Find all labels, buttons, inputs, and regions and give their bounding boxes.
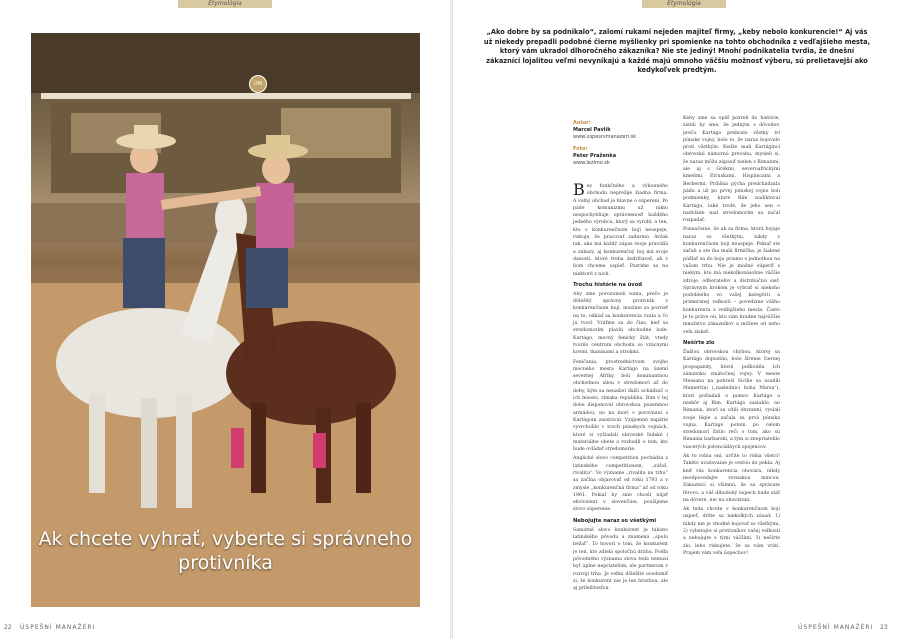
paragraph-8: Ak to robia oni, určite to robia všetci! Takéto uvažovanie je cestou do pekla. Aj keď vás konkurencia ohovára, nikdy neodpovedajte rovnakou mincou. Zákazníci si všimnú, že sa správate férovo, a váš dlhodobý úspech bude stáť na dôvere, nie na ohováraní. — [683, 454, 780, 503]
lead-paragraph: „Ako dobre by sa podnikalo“, zalomí rukami nejeden majiteľ firmy, „keby nebolo konkurencie!“ Aj vás už niekedy prepadli podobné čierne myšlienky pri spomienke na tohto obchodníka z vedľajšieho mesta, ktorý vám ukradol dlhoročného zákazníka? Nie ste jediný! Mnohí podnikatelia tvrdia, že dnešní zákazníci lojalitou veľmi nevynikajú a každé majú omnoho väčšiu možnosť výberu, sú prelietavejší ako kedykoľvek predtým. — [483, 28, 871, 75]
paragraph-4: Samotné slovo konkurent je takisto latinského pôvodu a znamená „spolu bežať“. To hovorí o tom, že konkurent je ten, kto zdieľa spoločnú dráhu. Podľa pôvodného významu slova teda nemusí byť úplne nepriateľom, ale partnerom v rozvoji trhu. Je veľmi dôležité uvedomiť si, že konkurent nie je len hrozbou, ale aj príležitosťou. — [573, 527, 668, 592]
photo-name: Peter Praženka — [573, 153, 617, 159]
photo-illustration — [31, 33, 420, 607]
author-name: Marcel Pavlík — [573, 127, 611, 133]
page-number-right: 23 — [880, 624, 888, 631]
heading-evil: Nešírte zlo — [683, 339, 715, 346]
paragraph-6: Ponaučenie, že ak sa firma, ktorá bojuje naraz so všetkými, nikdy v konkurenčnom boji neuspeje. Pokiaľ ste začali a ste iba malá firmička, je šialené púšťať sa do boja priamo s jednotkou na vašom trhu. Nie je možné súperiť s niekým, kto má niekoľkonásobne väčšie zdroje, odberateľov a distribučnú sieť. Správnym krokom je vybrať si niekoho podobného vo vašej kategórii a primeranej veľkosti – povedzme vášho konkurenta z vedľajšieho mesta. Často je to práve on, kto vám kradne najväčšie množstvo zákazníkov a môžete od neho veľa získať. — [683, 227, 780, 335]
section-tab-right: Etymológia — [642, 0, 726, 8]
right-page-content — [452, 0, 903, 639]
intro-paragraph: Bez funkčného a výkonného obchodu neprežije žiadna firma. A voľný obchod je hlavne o súperení. Po páde komunizmu už nikto nespochybňuje oprávnenosť každého jedného výrobcu, ktorý sa vyrobí, a ten, kto v konkurenčnom boji neuspeje, riskuje, že pracovať zadarmo. Avšak tak, ako má každý zápas svoje pravidlá a zákazy, aj konkurenčný boj má svoje danosti, ktoré treba dodržiavať, ak v ňom chceme uspieť. Pozrime sa na niektoré z nich. — [573, 180, 668, 277]
paragraph-1: Aby sme porozumeli tomu, prečo je dôležitý správny protivník v konkurenčnom boji, musíme sa pozrieť na to, odkiaľ sa konkurencia vzala a čo ju tvorí. Vráťme sa do čias, keď sa stredomorím plavili obchodné lode. Kartágo, mocný fenícky štát, vtedy tvorilo centrum obchodu so vzácnymi kovmi, tkaninami a otrokmi. — [573, 291, 668, 356]
author-web: www.uspesnimanazeri.sk — [573, 134, 636, 140]
photo-label: Foto: — [573, 146, 588, 152]
heading-history: Trochu histórie na úvod — [573, 281, 642, 288]
credits — [573, 120, 668, 167]
photo-web: www.lezimo.sk — [573, 160, 610, 166]
drop-cap: B — [573, 180, 585, 199]
article-title: Ak chcete vyhrať, vyberte si správneho protivníka — [38, 528, 413, 574]
paragraph-3: Anglické slovo competition pochádza z latinského competitionem, „súťaž, rivalita“. Vo význame „rivalita na trhu“ sa začína objavovať od roku 1793 a v zmysle „konkurenčná firma“ až od roku 1961. Pokiaľ by sme chceli nájsť ekvivalent v slovenčine, použijeme slovo súperenie. — [573, 456, 668, 513]
paragraph-2: Feničania, prostredníctvom svojho mocného mesta Kartágo na území severnej Afriky, boli dominantnou obchodnou silou v stredomorí až do doby, kým sa nenašiel ďalší uchádzač o ich miesto, rímska republika. Rim v tej dobe disponoval obrovskou pozemnou armádou, no na mori v porovnaní s Kartágom zaostával. Vzájomné napätie vyvrcholilo v troch púnskych vojnách, ktoré si vyžiadali obrovské ľudské i materiálne obete a rozhodli o tom, kto bude ovládať stredomorie. — [573, 359, 668, 453]
magazine-badge: ÚM — [249, 75, 267, 93]
page-number-left: 22 — [4, 624, 12, 631]
cowgirls-photo — [31, 33, 420, 607]
column-1 — [573, 180, 668, 594]
brand-left: ÚSPEŠNÍ MANAŽÉRI — [20, 624, 96, 631]
brand-right: ÚSPEŠNÍ MANAŽÉRI — [798, 624, 874, 631]
heading-fight: Nebojujte naraz so všetkými — [573, 517, 657, 524]
paragraph-9: Ak teda chcete v konkurenčnom boji uspieť, držte sa niekoľkých zásad: 1) nikdy nie je vhodné bojovať so všetkými, 2) vyberajte si protivníkov vašej veľkosti a nebojujte s tými väčšími, 3) nešírte zlo, lebo riskujete, že sa vám vráti. Prajem vám veľa úspechov! — [683, 507, 780, 556]
paragraph-7: Ďalšou obrovskou chybou, ktorej sa Kartágo dopustilo, bolo šírenie čiernej propagandy, ktorá poškodila ich zámienku zmätočnej vojny. V meste Messana na pobreží Sicílie sa usadili Mamertini („naslednici boha Marsa“), ktorí požiadali o pomoc Kartágo a neskôr aj Rím. Kartágo zasiahlo, no Rimania, ktorí sa cítili ohrození, vyslali svoje légie a začala sa prvá púnska vojna. Kartágo potom po celom stredomorí šírilo reči o tom, ako sú Rimania barbarskí, a tým si znepriatelilo viacerých potenciálnych spojencov. — [683, 349, 780, 450]
column-2 — [683, 115, 780, 559]
section-tab-left: Etymológia — [178, 0, 272, 8]
paragraph-5: Keby sme sa opäť pozreli do histórie, zistili by sme, že jedným z dôvodov, prečo Kartágo prehralo všetky tri púnske vojny, bolo to, že naraz bojovalo proti všetkým. Kedže mali Kartáginci obrovskú námornú prevahu, mysleli si, že naraz môžu zápasiť nielen s Rimanmi, ale aj s Grékmi, severoafrickými kmeňmi, Etruskami, Hispáncami a Berbermi. Prílišná pýcha predchádzala pádu a už po prvej púnskej vojne boli podmienky, ktoré Rím nadiktoval Kartágu, také tvrdé, že jeho sen o nadvláde nad stredomorím sa začal rozpadať. — [683, 116, 780, 224]
author-label: Autor: — [573, 120, 591, 126]
